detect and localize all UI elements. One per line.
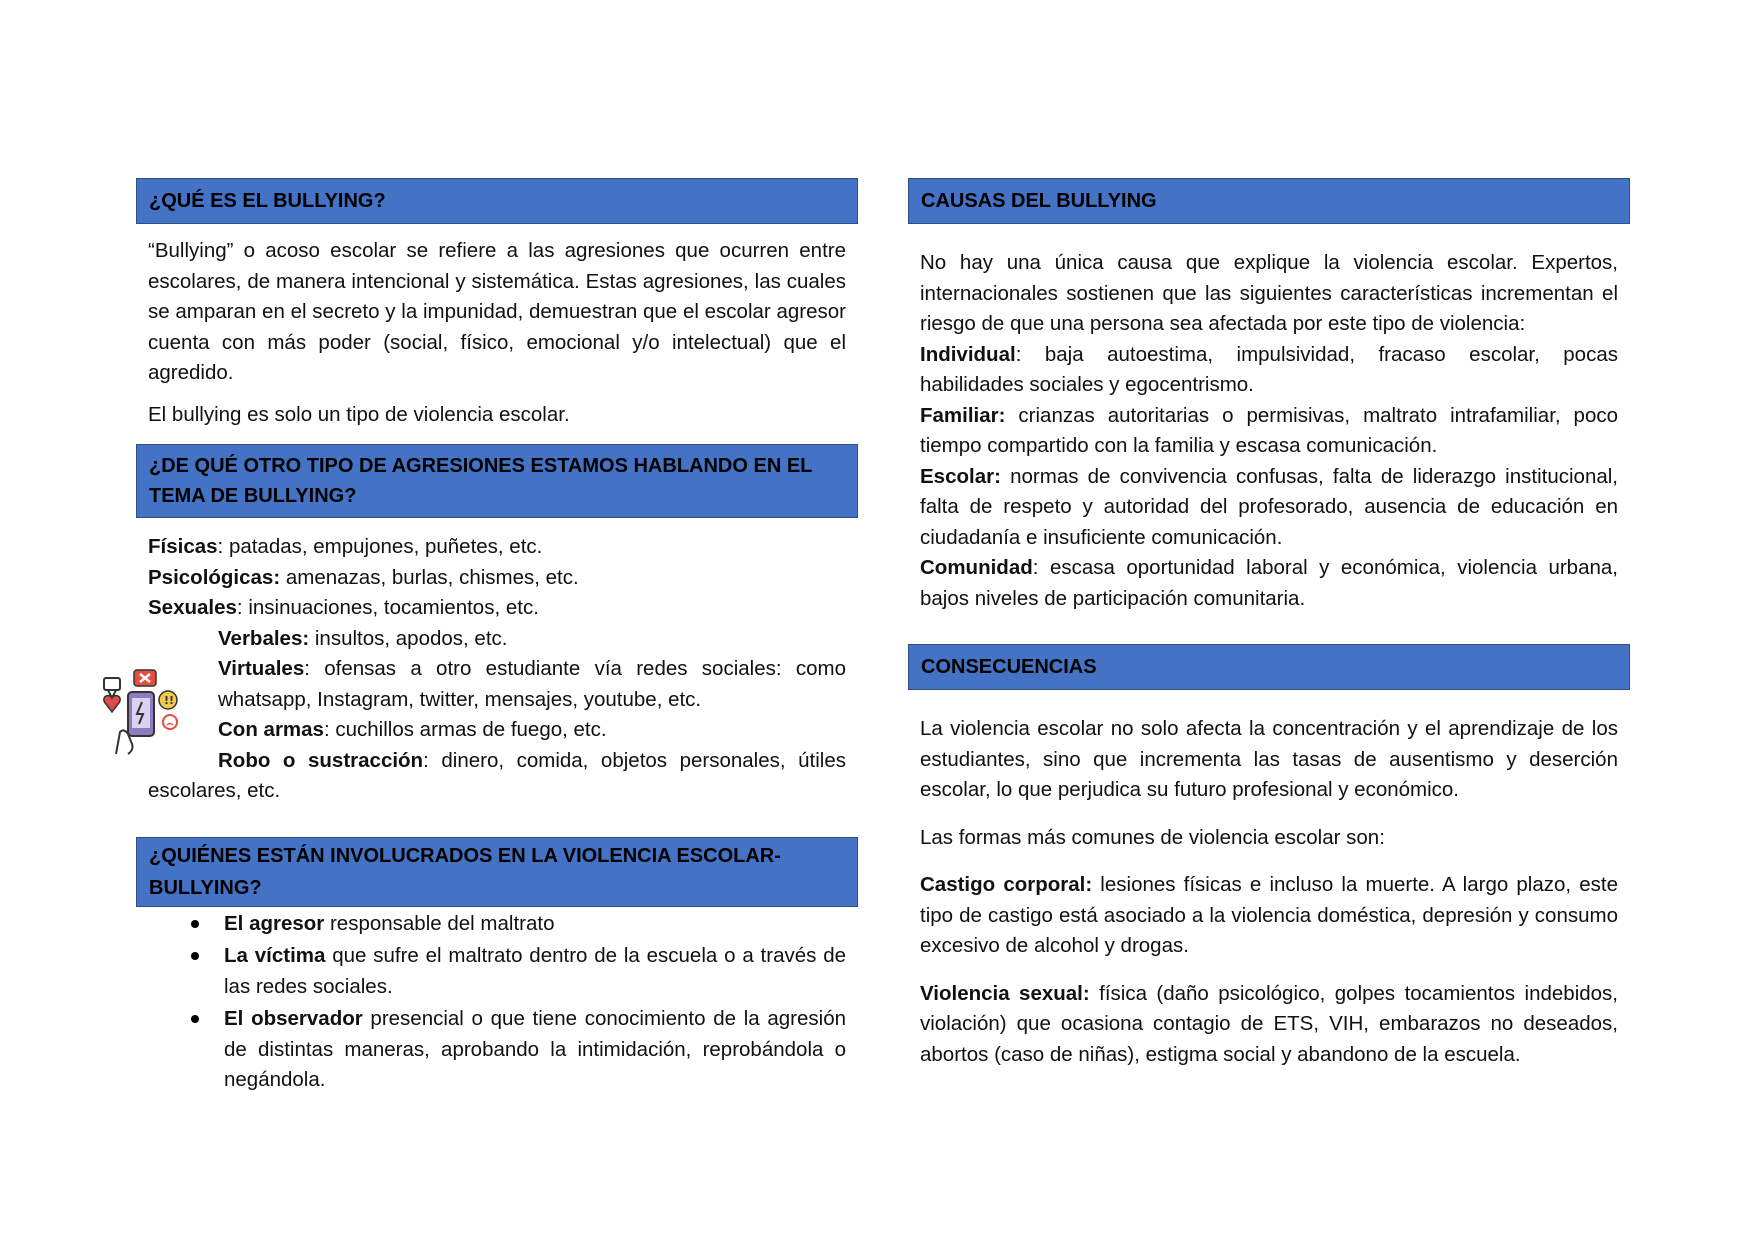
list-item: La víctima que sufre el maltrato dentro de la escuela o a través de las redes sociales. — [224, 941, 846, 1002]
svg-text:!!: !! — [164, 694, 175, 707]
aggression-item-fisicas: Físicas: patadas, empujones, puñetes, etc. — [148, 535, 543, 558]
cause-individual: Individual: baja autoestima, impulsividad, fracaso escolar, pocas habilidades sociales y egocentrismo. — [920, 342, 1618, 396]
heading-que-es: ¿QUÉ ES EL BULLYING? — [136, 178, 858, 224]
aggression-item-robo: Robo o sustracción: dinero, comida, objetos personales, útiles escolares, etc. — [148, 748, 846, 802]
cause-escolar: Escolar: normas de convivencia confusas, falta de liderazgo institucional, falta de respeto y autoridad del profesorado, ausencia de educación en ciudadanía e insuficiente comunicación. — [920, 464, 1618, 549]
consequences-paragraph: La violencia escolar no solo afecta la concentración y el aprendizaje de los estudiantes, sino que incrementa las tasas de ausentismo y deserción escolar, lo que perjudica su futuro profesional y económico. — [920, 717, 1618, 801]
left-column — [136, 178, 858, 1098]
aggression-item-armas: Con armas: cuchillos armas de fuego, etc. — [218, 718, 607, 741]
aggression-item-psicologicas: Psicológicas: amenazas, burlas, chismes, etc. — [148, 565, 579, 589]
aggression-item-virtuales: Virtuales: ofensas a otro estudiante vía redes sociales: como whatsapp, Instagram, twitter, mensajes, youtube, etc. — [218, 657, 846, 711]
involved-list — [136, 909, 858, 1096]
right-column — [908, 178, 1630, 1070]
cyberbullying-phone-icon — [98, 668, 186, 756]
cause-comunidad: Comunidad: escasa oportunidad laboral y económica, violencia urbana, bajos niveles de participación comunitaria. — [920, 556, 1618, 610]
form-violencia-sexual: Violencia sexual: física (daño psicológico, golpes tocamientos indebidos, violación) que ocasiona contagio de ETS, VIH, embarazos no deseados, abortos (caso de niñas), estigma social y abandono de la escuela. — [920, 981, 1618, 1066]
heading-involucrados: ¿QUIÉNES ESTÁN INVOLUCRADOS EN LA VIOLENCIA ESCOLAR-BULLYING? — [136, 837, 858, 907]
list-item: El agresor responsable del maltrato — [224, 909, 846, 940]
cause-familiar: Familiar: crianzas autoritarias o permisivas, maltrato intrafamiliar, poco tiempo compartido con la familia y escasa comunicación. — [920, 403, 1618, 457]
aggression-item-sexuales: Sexuales: insinuaciones, tocamientos, etc. — [148, 596, 539, 619]
aggression-item-verbales: Verbales: insultos, apodos, etc. — [218, 626, 508, 650]
causes-intro: No hay una única causa que explique la violencia escolar. Expertos, internacionales sostienen que las siguientes características incrementan el riesgo de que una persona sea afectada por este tipo de violencia: — [920, 251, 1618, 335]
heading-tipos-agresiones: ¿DE QUÉ OTRO TIPO DE AGRESIONES ESTAMOS HABLANDO EN EL TEMA DE BULLYING? — [136, 444, 858, 518]
heading-causas: CAUSAS DEL BULLYING — [908, 178, 1630, 224]
aggression-list — [136, 532, 858, 807]
form-castigo-corporal: Castigo corporal: lesiones físicas e incluso la muerte. A largo plazo, este tipo de castigo está asociado a la violencia doméstica, depresión y consumo excesivo de alcohol y drogas. — [920, 873, 1618, 957]
list-item: El observador presencial o que tiene conocimiento de la agresión de distintas maneras, aprobando la intimidación, reprobándola o negándola. — [224, 1004, 846, 1096]
bullying-type-paragraph: El bullying es solo un tipo de violencia escolar. — [148, 402, 570, 426]
heading-consecuencias: CONSECUENCIAS — [908, 644, 1630, 690]
definition-paragraph: “Bullying” o acoso escolar se refiere a las agresiones que ocurren entre escolares, de manera intencional y sistemática. Estas agresiones, las cuales se amparan en el secreto y la impunidad, demuestran que el escolar agresor cuenta con más poder (social, físico, emocional y/o intelectual) que el agredido. — [148, 239, 846, 384]
forms-intro: Las formas más comunes de violencia escolar son: — [920, 825, 1385, 849]
